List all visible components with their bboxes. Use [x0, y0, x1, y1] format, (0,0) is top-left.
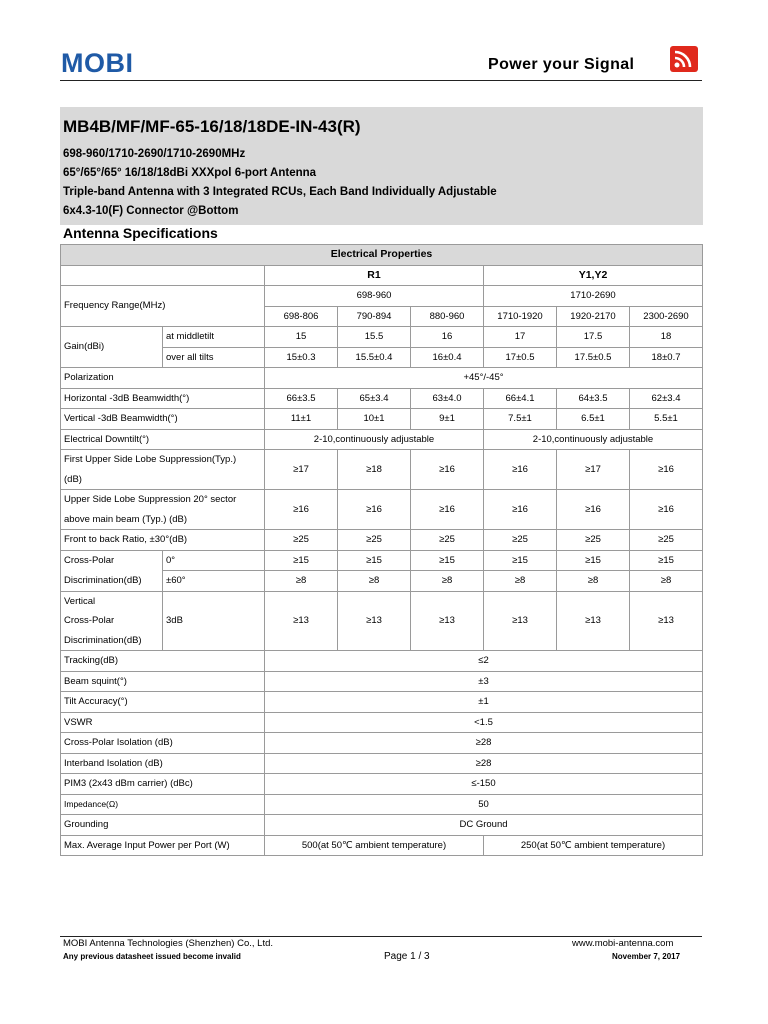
value-cell: 66±3.5	[265, 388, 338, 409]
value-cell: ≥15	[265, 550, 338, 571]
row-label	[61, 450, 265, 490]
value-cell: ≥8	[630, 571, 703, 592]
sub-range: 1920-2170	[557, 306, 630, 327]
sub-label: ±60°	[163, 571, 265, 592]
sub-range: 880-960	[411, 306, 484, 327]
value-cell: 17	[484, 327, 557, 348]
feature-line: Triple-band Antenna with 3 Integrated RCUs, Each Band Individually Adjustable	[63, 186, 497, 198]
value-cell: 66±4.1	[484, 388, 557, 409]
value-cell: ≥8	[557, 571, 630, 592]
value-cell: 9±1	[411, 409, 484, 430]
band-range: 698-960	[265, 286, 484, 307]
value-cell: ≥25	[484, 530, 557, 551]
sub-range: 2300-2690	[630, 306, 703, 327]
value-cell: ≥16	[630, 490, 703, 530]
row-label: Front to back Ratio, ±30°(dB)	[61, 530, 265, 551]
row-label: Horizontal -3dB Beamwidth(°)	[61, 388, 265, 409]
value-cell: ≥16	[630, 450, 703, 490]
sub-range: 790-894	[338, 306, 411, 327]
value-cell: 7.5±1	[484, 409, 557, 430]
label-line: First Upper Side Lobe Suppression(Typ.)	[64, 454, 237, 465]
sub-label: 0°	[163, 550, 265, 571]
value-cell: ≥8	[411, 571, 484, 592]
row-label: Cross-Polar Isolation (dB)	[61, 733, 265, 754]
value-cell: 65±3.4	[338, 388, 411, 409]
sub-range: 698-806	[265, 306, 338, 327]
max-input-power-row	[61, 835, 703, 856]
value-cell: ≥16	[484, 450, 557, 490]
value-cell: 64±3.5	[557, 388, 630, 409]
horizontal-beamwidth-row	[61, 388, 703, 409]
front-to-back-row	[61, 530, 703, 551]
product-title: MB4B/MF/MF-65-16/18/18DE-IN-43(R)	[63, 117, 361, 136]
value-cell: ≥16	[265, 490, 338, 530]
sub-label: at middletilt	[163, 327, 265, 348]
band-range: 1710-2690	[484, 286, 703, 307]
first-upper-sidelobe-row	[61, 450, 703, 490]
value-cell: ≥28	[265, 733, 703, 754]
label-line: Discrimination(dB)	[64, 574, 142, 586]
label-line: Discrimination(dB)	[64, 634, 142, 646]
value-cell: 17.5	[557, 327, 630, 348]
impedance-row	[61, 794, 703, 815]
footer-date: November 7, 2017	[612, 952, 681, 961]
row-label	[61, 550, 163, 591]
value-cell: ≥16	[411, 450, 484, 490]
vswr-row	[61, 712, 703, 733]
value-cell: 16±0.4	[411, 347, 484, 368]
value-cell: +45°/-45°	[265, 368, 703, 389]
footer-website: www.mobi-antenna.com	[572, 938, 674, 949]
label-line: Cross-Polar	[64, 555, 115, 566]
footer-divider	[60, 936, 702, 937]
row-label: Max. Average Input Power per Port (W)	[61, 835, 265, 856]
value-cell: 10±1	[338, 409, 411, 430]
value-cell: ≥8	[484, 571, 557, 592]
tagline: Power your Signal	[488, 56, 635, 73]
value-cell: 2-10,continuously adjustable	[484, 429, 703, 450]
value-cell: 15	[265, 327, 338, 348]
value-cell: 16	[411, 327, 484, 348]
value-cell: ≥13	[265, 591, 338, 651]
value-cell: ±1	[265, 692, 703, 713]
value-cell: ≥15	[557, 550, 630, 571]
value-cell: 5.5±1	[630, 409, 703, 430]
value-cell: ≥15	[630, 550, 703, 571]
row-label: Frequency Range(MHz)	[61, 286, 265, 327]
pim3-row	[61, 774, 703, 795]
row-label: Tracking(dB)	[61, 651, 265, 672]
value-cell: 17±0.5	[484, 347, 557, 368]
value-cell: ≥8	[338, 571, 411, 592]
value-cell: 250(at 50℃ ambient temperature)	[484, 835, 703, 856]
value-cell: ≥13	[411, 591, 484, 651]
row-label	[61, 490, 265, 530]
row-label: Polarization	[61, 368, 265, 389]
row-label: Gain(dBi)	[61, 327, 163, 368]
value-cell: ≥13	[484, 591, 557, 651]
value-cell: 63±4.0	[411, 388, 484, 409]
value-cell: 2-10,continuously adjustable	[265, 429, 484, 450]
value-cell: 17.5±0.5	[557, 347, 630, 368]
value-cell: ≥15	[338, 550, 411, 571]
value-cell: ≥25	[338, 530, 411, 551]
value-cell: ≥25	[557, 530, 630, 551]
label-line: Vertical	[64, 595, 96, 607]
signal-icon	[670, 46, 698, 72]
value-cell: 15.5±0.4	[338, 347, 411, 368]
frequency-row	[61, 286, 703, 307]
value-cell: ≥18	[338, 450, 411, 490]
header-divider	[60, 80, 702, 81]
value-cell: 15±0.3	[265, 347, 338, 368]
footer-note: Any previous datasheet issued become invalid	[63, 952, 241, 961]
value-cell: ≥15	[411, 550, 484, 571]
value-cell: ≥25	[630, 530, 703, 551]
label-line: Upper Side Lobe Suppression 20° sector	[64, 494, 237, 505]
value-cell: ≥17	[557, 450, 630, 490]
value-cell: ≥16	[484, 490, 557, 530]
value-cell: ≥13	[630, 591, 703, 651]
row-label: PIM3 (2x43 dBm carrier) (dBc)	[61, 774, 265, 795]
sub-label: over all tilts	[163, 347, 265, 368]
row-label	[61, 591, 163, 651]
beamwidth-gain-line: 65°/65°/65° 16/18/18dBi XXXpol 6-port Antenna	[63, 167, 317, 179]
cross-polar-isolation-row	[61, 733, 703, 754]
connector-line: 6x4.3-10(F) Connector @Bottom	[63, 205, 239, 217]
sub-label: 3dB	[163, 591, 265, 651]
section-title: Electrical Properties	[61, 245, 703, 266]
electrical-properties-table	[60, 244, 703, 856]
value-cell: 18	[630, 327, 703, 348]
value-cell: ≥13	[557, 591, 630, 651]
row-label: Interband Isolation (dB)	[61, 753, 265, 774]
value-cell: <1.5	[265, 712, 703, 733]
row-label: Grounding	[61, 815, 265, 836]
polarization-row	[61, 368, 703, 389]
value-cell: ≥8	[265, 571, 338, 592]
value-cell: 15.5	[338, 327, 411, 348]
value-cell: 6.5±1	[557, 409, 630, 430]
row-label: Vertical -3dB Beamwidth(°)	[61, 409, 265, 430]
row-label: Beam squint(°)	[61, 671, 265, 692]
label-line: Cross-Polar	[64, 615, 115, 626]
value-cell: ≤-150	[265, 774, 703, 795]
gain-mid-row	[61, 327, 703, 348]
band-header-row	[61, 265, 703, 286]
band-y1y2: Y1,Y2	[484, 265, 703, 286]
tracking-row	[61, 651, 703, 672]
value-cell: DC Ground	[265, 815, 703, 836]
sub-range: 1710-1920	[484, 306, 557, 327]
row-label: Electrical Downtilt(°)	[61, 429, 265, 450]
row-label: Tilt Accuracy(°)	[61, 692, 265, 713]
vertical-beamwidth-row	[61, 409, 703, 430]
upper-sidelobe-20deg-row	[61, 490, 703, 530]
beam-squint-row	[61, 671, 703, 692]
value-cell: 18±0.7	[630, 347, 703, 368]
value-cell: 500(at 50℃ ambient temperature)	[265, 835, 484, 856]
vertical-xpd-row	[61, 591, 703, 651]
row-label: VSWR	[61, 712, 265, 733]
value-cell: 62±3.4	[630, 388, 703, 409]
value-cell: 11±1	[265, 409, 338, 430]
value-cell: ≥28	[265, 753, 703, 774]
value-cell: ≥15	[484, 550, 557, 571]
grounding-row	[61, 815, 703, 836]
specs-heading: Antenna Specifications	[63, 225, 218, 241]
table-section-header	[61, 245, 703, 266]
value-cell: ≥16	[338, 490, 411, 530]
xpd-0-row	[61, 550, 703, 571]
value-cell: ≥17	[265, 450, 338, 490]
interband-isolation-row	[61, 753, 703, 774]
blank-cell	[61, 265, 265, 286]
tilt-accuracy-row	[61, 692, 703, 713]
value-cell: ≥13	[338, 591, 411, 651]
value-cell: ≥25	[411, 530, 484, 551]
value-cell: ±3	[265, 671, 703, 692]
value-cell: ≤2	[265, 651, 703, 672]
page-number: Page 1 / 3	[384, 951, 430, 962]
value-cell: ≥25	[265, 530, 338, 551]
value-cell: ≥16	[411, 490, 484, 530]
value-cell: ≥16	[557, 490, 630, 530]
mobi-logo: MOBI	[61, 48, 134, 78]
frequency-bands-line: 698-960/1710-2690/1710-2690MHz	[63, 148, 246, 160]
label-line: above main beam (Typ.) (dB)	[64, 513, 188, 525]
value-cell: 50	[265, 794, 703, 815]
label-line: (dB)	[64, 473, 82, 485]
band-r1: R1	[265, 265, 484, 286]
row-label: Impedance(Ω)	[61, 794, 265, 815]
footer-company: MOBI Antenna Technologies (Shenzhen) Co., Ltd.	[63, 938, 274, 949]
downtilt-row	[61, 429, 703, 450]
